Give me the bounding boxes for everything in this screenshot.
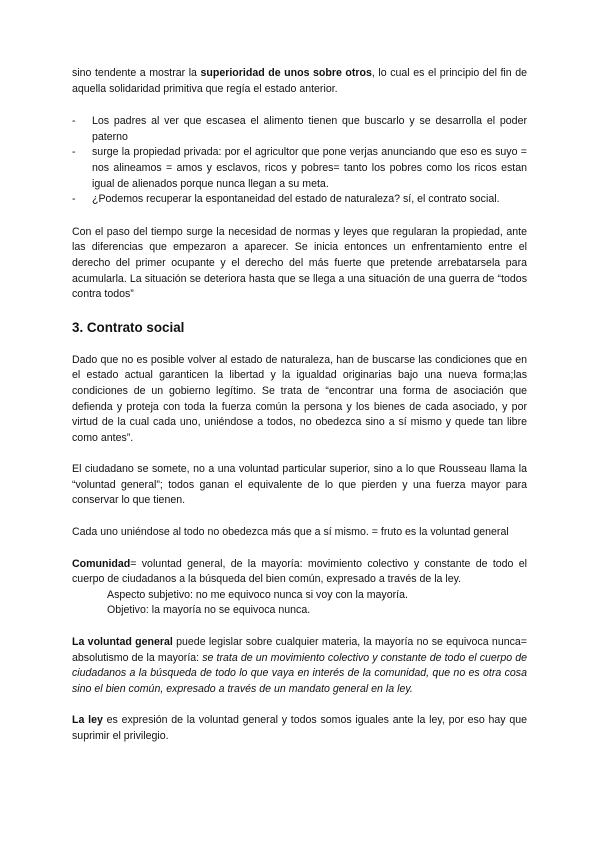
intro-bold: superioridad de unos sobre otros	[200, 67, 372, 79]
intro-text: sino tendente a mostrar la	[72, 67, 201, 79]
paragraph-propiedad: Con el paso del tiempo surge la necesidad de normas y leyes que regularan la propiedad, ante las diferencias que empezaron a aparecer. Se inicia entonces un enfrentamiento entre el derecho del primer ocupante y el derecho del más fuerte que pretende arrebatarsela para acumularla. La situación se deteriora hasta que se llega a una situación de una guerra de “todos contra todos”	[72, 225, 527, 301]
comunidad-definition	[72, 557, 527, 588]
dash-list	[72, 114, 527, 208]
comunidad-text: = voluntad general, de la mayoría: movimiento colectivo y constante de todo el cuerpo de ciudadanos a la búsqueda del bien común, expresado a través de la ley.	[72, 557, 527, 586]
list-item: - ¿Podemos recuperar la espontaneidad del estado de naturaleza? sí, el contrato social.	[72, 192, 527, 208]
list-item: - Los padres al ver que escasea el alimento tienen que buscarlo y se desarrolla el poder paterno	[72, 114, 527, 145]
document-page	[72, 66, 527, 761]
ley-paragraph	[72, 713, 527, 744]
paragraph-contrato: Dado que no es posible volver al estado de naturaleza, han de buscarse las condiciones que en el estado actual garanticen la libertad y la igualdad originarias bajo una nueva forma;las condiciones de un gobierno legítimo. Se trata de “encontrar una forma de asociación que defienda y proteja con toda la fuerza común la persona y los bienes de cada asociado, y por virtud de la cual cada uno, uniéndose a todos, no obedezca sino a sí mismo y quede tan libre como antes”.	[72, 353, 527, 444]
voluntad-italic: se trata de un movimiento colectivo y constante de todo el cuerpo de ciudadanos a la búsqueda de todo lo que vaya en interés de la comunidad, que no es otra cosa sino el bien común, expresado a través de un mandato general en la ley.	[72, 651, 527, 695]
aspecto-subjetivo: Aspecto subjetivo: no me equivoco nunca si voy con la mayoría.	[107, 588, 408, 601]
aspecto-objetivo: Objetivo: la mayoría no se equivoca nunca.	[107, 604, 311, 617]
voluntad-term: La voluntad general	[72, 636, 173, 649]
paragraph-uniendose: Cada uno uniéndose al todo no obedezca más que a sí mismo. = fruto es la voluntad general	[72, 526, 509, 539]
voluntad-general-paragraph	[72, 635, 527, 697]
ley-text: es expresión de la voluntad general y todos somos iguales ante la ley, por eso hay que suprimir el privilegio.	[72, 714, 527, 742]
comunidad-block	[72, 557, 527, 619]
list-item: - surge la propiedad privada: por el agricultor que pone verjas anunciando que eso es suyo = nos alineamos = amos y esclavos, ricos y pobres= tanto los pobres como los ricos estan igual de alienados porque nunca llegan a su meta.	[72, 145, 527, 192]
comunidad-term: Comunidad	[72, 557, 131, 570]
paragraph-ciudadano: El ciudadano se somete, no a una voluntad particular superior, sino a lo que Rousseau llama la “voluntad general”; todos ganan el equivalente de lo que pierden y una fuerza mayor para conservar lo que tienen.	[72, 463, 527, 507]
ley-term: La ley	[72, 714, 103, 727]
voluntad-text: puede legislar sobre cualquier materia, la mayoría no se equivoca nunca= absolutismo de la mayoría:	[72, 636, 527, 664]
section-heading: 3. Contrato social	[72, 319, 185, 335]
intro-paragraph	[72, 66, 527, 97]
intro-text-end: , lo cual es el principio del fin de aquella solidaridad primitiva que regía el estado anterior.	[72, 67, 528, 95]
